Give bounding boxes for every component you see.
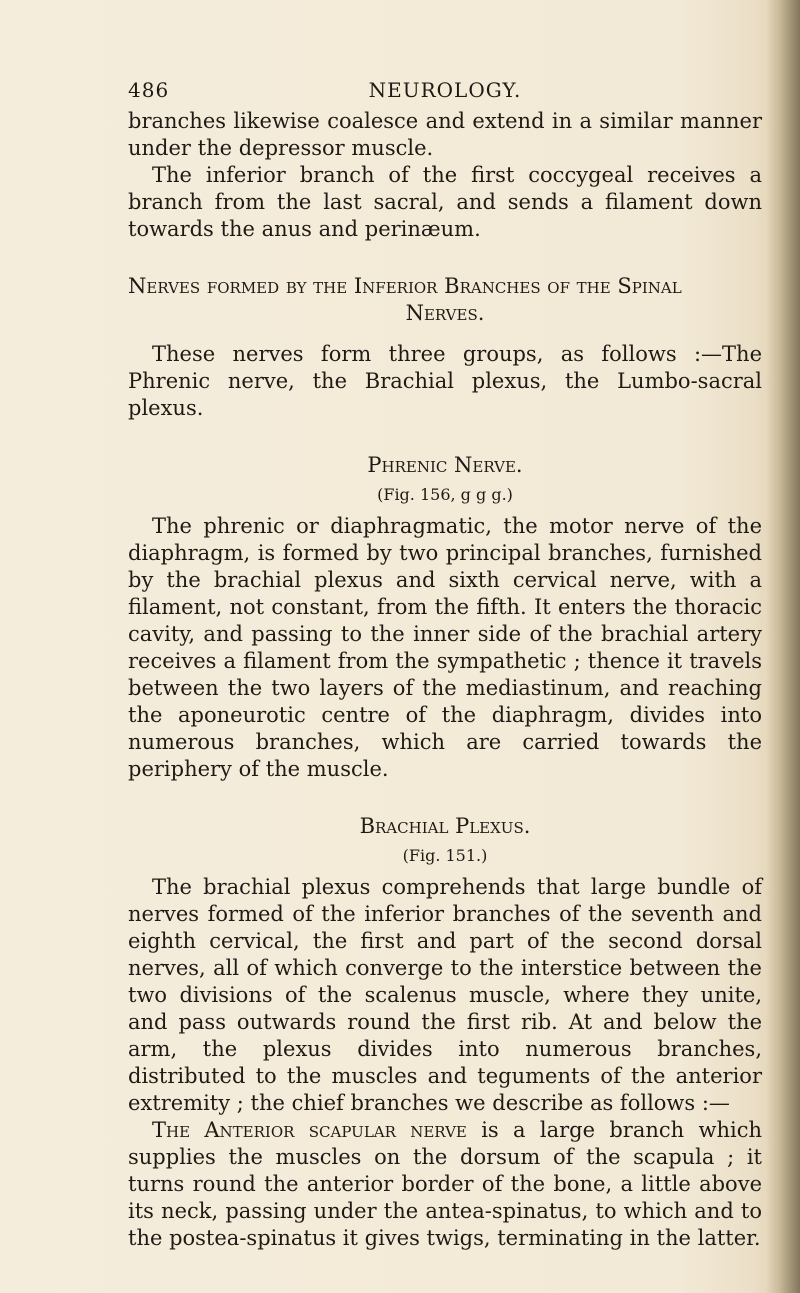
paragraph-coccygeal: The inferior branch of the first coccygeal receives a branch from the last sacral, and sends a filament down towards the anus and perinæum. bbox=[128, 163, 762, 241]
paragraph-anterior-scapular-text: is a large branch which supplies the muscles on the dorsum of the scapula ; it turns round the anterior border of the bone, a little above its neck, passing under the antea-spinatus, to which and to the postea-spinatus it gives twigs, terminating in the latter. bbox=[128, 1118, 762, 1250]
page-content bbox=[128, 78, 762, 1252]
section-heading-brachial: Brachial Plexus. bbox=[359, 814, 531, 838]
heading-line-1: Nerves formed by the Inferior Branches of the Spinal bbox=[128, 274, 682, 298]
paragraph-phrenic: The phrenic or diaphragmatic, the motor nerve of the diaphragm, is formed by two principal branches, furnished by the brachial plexus and sixth cervical nerve, with a filament, not constant, from the fifth. It enters the thoracic cavity, and passing to the inner side of the brachial artery receives a filament from the sympathetic ; thence it travels between the two layers of the mediastinum, and reaching the aponeurotic centre of the diaphragm, divides into numerous branches, which are carried towards the periphery of the muscle. bbox=[128, 514, 762, 781]
running-title: NEUROLOGY. bbox=[368, 78, 522, 102]
paragraph-brachial: The brachial plexus comprehends that large bundle of nerves formed of the inferior branches of the seventh and eighth cervical, the first and part of the second dorsal nerves, all of which converge to the interstice between the two divisions of the scalenus muscle, where they unite, and pass outwards round the first rib. At and below the arm, the plexus divides into numerous branches, distributed to the muscles and teguments of the anterior extremity ; the chief branches we describe as follows :— bbox=[128, 875, 762, 1115]
section-heading-inferior-branches bbox=[128, 273, 762, 300]
page-number: 486 bbox=[128, 78, 170, 102]
section-heading-phrenic: Phrenic Nerve. bbox=[367, 453, 523, 477]
running-head bbox=[128, 78, 762, 108]
term-anterior-scapular: The Anterior scapular nerve bbox=[152, 1118, 467, 1142]
figure-reference-brachial: (Fig. 151.) bbox=[402, 846, 488, 865]
paragraph-continuation: branches likewise coalesce and extend in a similar manner under the depressor muscle. bbox=[128, 109, 762, 160]
heading-line-2: Nerves. bbox=[405, 301, 485, 325]
section-heading-inferior-branches-line2 bbox=[128, 300, 762, 327]
page-edge-shadow bbox=[766, 0, 800, 1293]
paragraph-groups: These nerves form three groups, as follows :—The Phrenic nerve, the Brachial plexus, the Lumbo-sacral plexus. bbox=[128, 342, 762, 420]
figure-reference-phrenic: (Fig. 156, g g g.) bbox=[377, 485, 513, 504]
paragraph-anterior-scapular bbox=[128, 1117, 762, 1252]
